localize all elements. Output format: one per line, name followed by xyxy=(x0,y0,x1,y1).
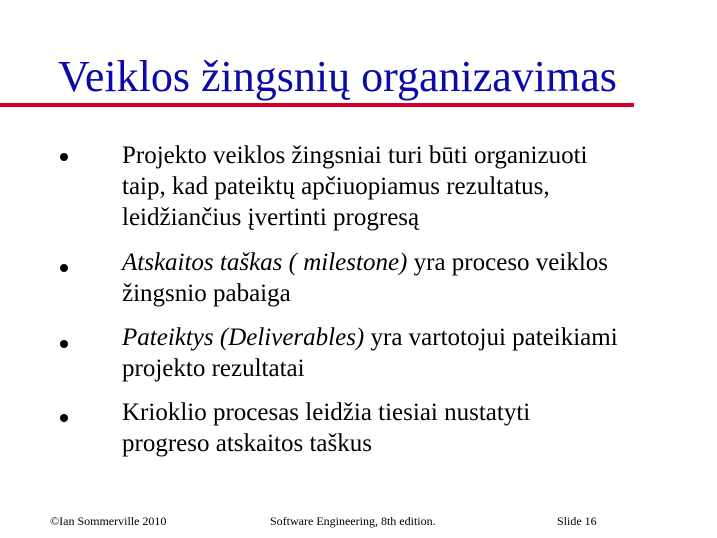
slide-title: Veiklos žingsnių organizavimas xyxy=(58,52,617,101)
bullet-2-line-2: žingsnio pabaiga xyxy=(122,280,291,307)
bullet-2-term: Atskaitos taškas ( milestone) xyxy=(122,249,408,276)
bullet-1-line-2: taip, kad pateiktų apčiuopiamus rezultatus, xyxy=(122,173,550,200)
bullet-3-line-2: projekto rezultatai xyxy=(122,355,305,382)
bullet-dot-icon xyxy=(60,153,68,161)
footer-copyright: ©Ian Sommerville 2010 xyxy=(50,514,167,528)
bullet-dot-icon xyxy=(60,414,68,422)
bullet-4-line-1: Krioklio procesas leidžia tiesiai nustatyti xyxy=(122,399,531,426)
bullet-1-line-3: leidžiančius įvertinti progresą xyxy=(122,204,420,231)
bullet-dot-icon xyxy=(60,264,68,272)
footer-book-title: Software Engineering, 8th edition. xyxy=(270,514,436,528)
bullet-1-line-1: Projekto veiklos žingsniai turi būti organizuoti xyxy=(122,142,588,169)
footer-slide-number: Slide 16 xyxy=(557,514,597,528)
bullet-4-line-2: progreso atskaitos taškus xyxy=(122,430,372,457)
title-underline xyxy=(0,103,634,107)
bullet-3-term: Pateiktys (Deliverables) xyxy=(122,324,365,351)
bullet-2-rest: yra proceso veiklos xyxy=(407,249,609,276)
bullet-dot-icon xyxy=(60,340,68,348)
bullet-3-rest: yra vartotojui pateikiami xyxy=(364,324,618,351)
